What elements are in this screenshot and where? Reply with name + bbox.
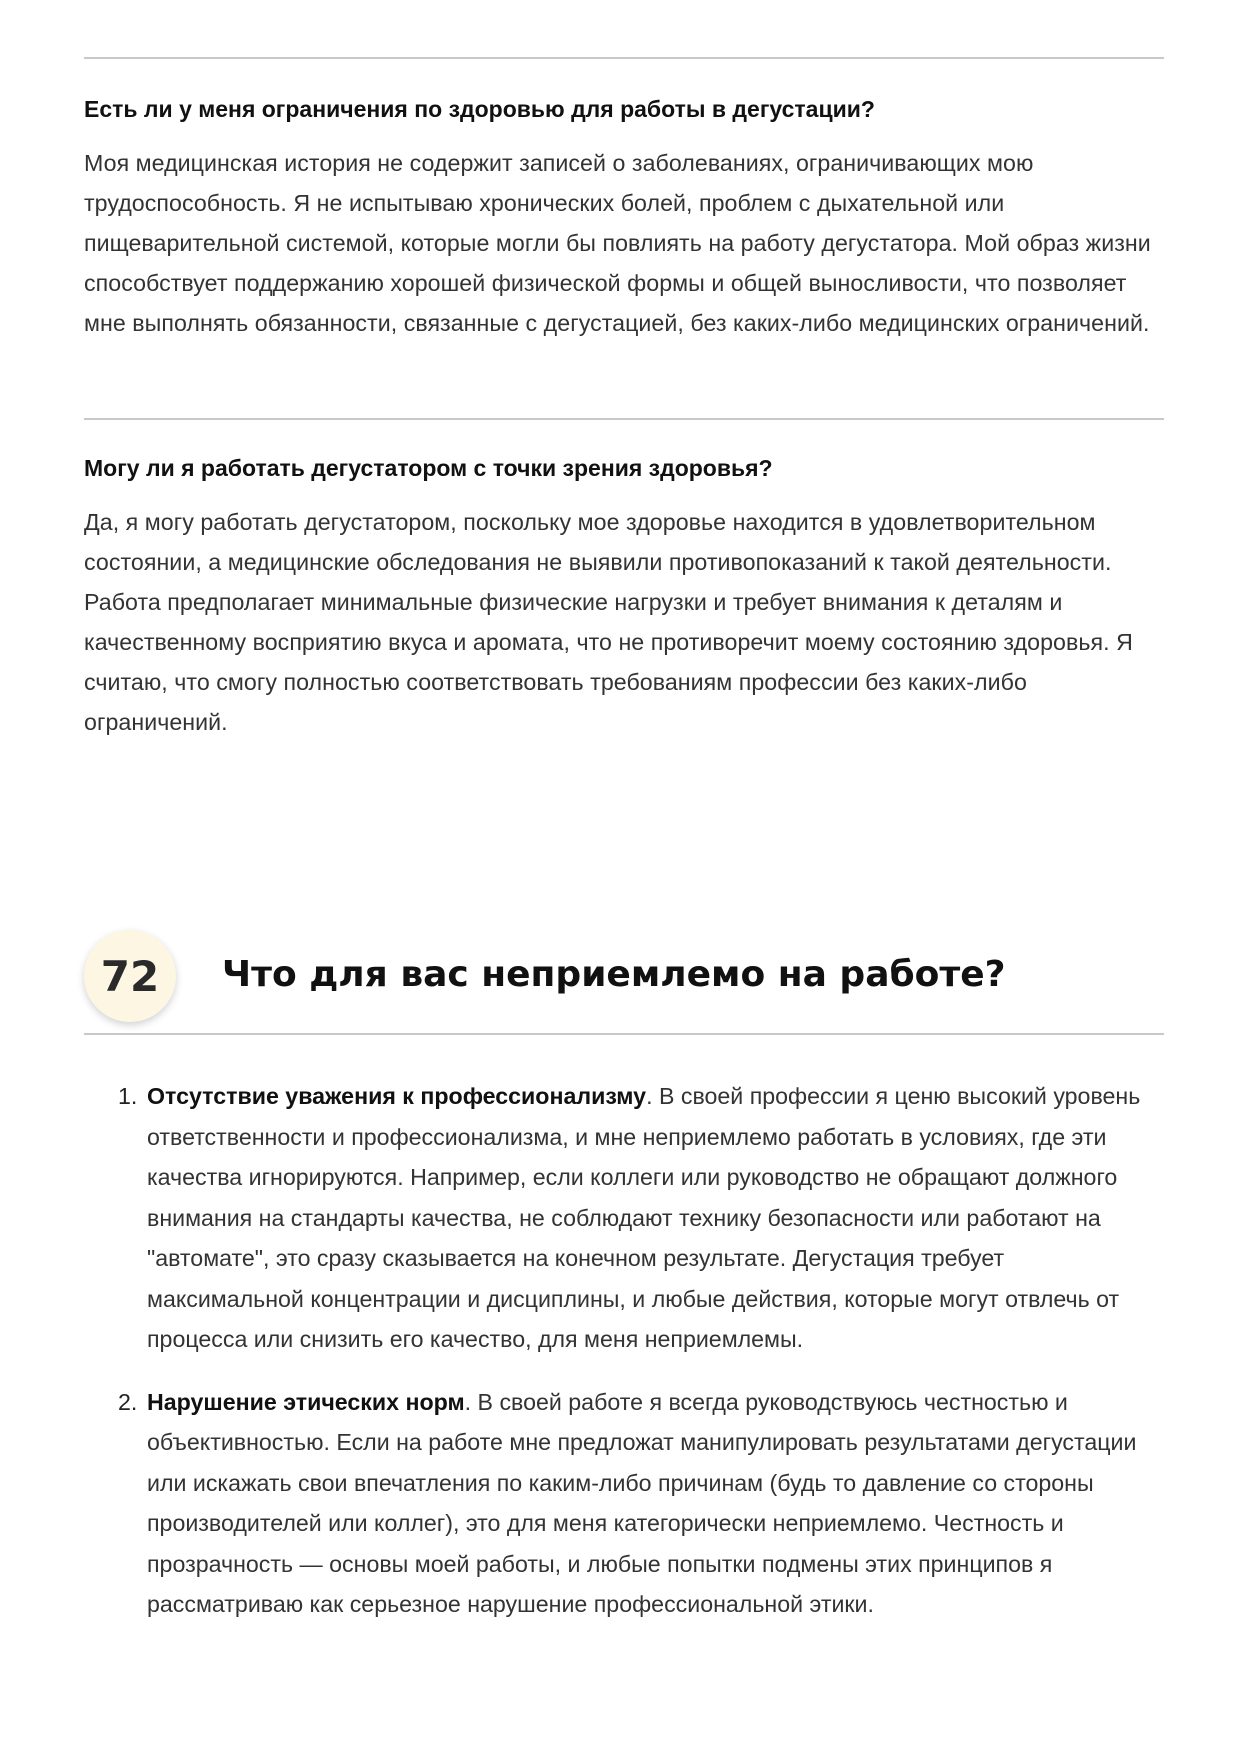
list-item (84, 1076, 1164, 1360)
list-item-text: . В своей профессии я ценю высокий уровень ответственности и профессионализма, и мне неприемлемо работать в условиях, где эти качества игнорируются. Например, если коллеги или руководство не обращают должного внимания на стандарты качества, не соблюдают технику безопасности или работают на "автомате", это сразу сказывается на конечном результате. Дегустация требует максимальной концентрации и дисциплины, и любые действия, которые могут отвлечь от процесса или снизить его качество, для меня неприемлемы. (147, 1083, 1141, 1352)
divider-top (84, 57, 1164, 59)
list-item-lead: Отсутствие уважения к профессионализму (147, 1083, 647, 1109)
qa-answer: Моя медицинская история не содержит записей о заболеваниях, ограничивающих мою трудоспособность. Я не испытываю хронических болей, проблем с дыхательной или пищеварительной системой, которые могли бы повлиять на работу дегустатора. Мой образ жизни способствует поддержанию хорошей физической формы и общей выносливости, что позволяет мне выполнять обязанности, связанные с дегустацией, без каких-либо медицинских ограничений. (84, 150, 1151, 336)
list-item-text: . В своей работе я всегда руководствуюсь честностью и объективностью. Если на работе мне предложат манипулировать результатами дегустации или искажать свои впечатления по каким-либо причинам (будь то давление со стороны производителей или коллег), это для меня категорически неприемлемо. Честность и прозрачность — основы моей работы, и любые попытки подмены этих принципов я рассматриваю как серьезное нарушение профессиональной этики. (147, 1388, 1137, 1617)
divider-section (84, 1033, 1164, 1035)
list-item-lead: Нарушение этических норм (147, 1388, 465, 1415)
qa-question: Могу ли я работать дегустатором с точки зрения здоровья? (84, 455, 773, 481)
qa-block-can-work (84, 453, 1164, 742)
divider-middle (84, 418, 1164, 420)
section-header (84, 930, 1164, 1032)
qa-answer: Да, я могу работать дегустатором, поскольку мое здоровье находится в удовлетворительном состоянии, а медицинские обследования не выявили противопоказаний к такой деятельности. Работа предполагает минимальные физические нагрузки и требует внимания к деталям и качественному восприятию вкуса и аромата, что не противоречит моему состоянию здоровья. Я считаю, что смогу полностью соответствовать требованиям профессии без каких-либо ограничений. (84, 509, 1133, 735)
qa-question: Есть ли у меня ограничения по здоровью для работы в дегустации? (84, 96, 875, 122)
section-number-badge: 72 (84, 930, 176, 1022)
qa-block-health-restrictions (84, 94, 1164, 343)
answer-list (84, 1076, 1164, 1647)
list-item (84, 1382, 1164, 1625)
section-title: Что для вас неприемлемо на работе? (222, 954, 1006, 995)
list-item-number: 1. (118, 1083, 138, 1109)
list-item-number: 2. (118, 1388, 138, 1415)
